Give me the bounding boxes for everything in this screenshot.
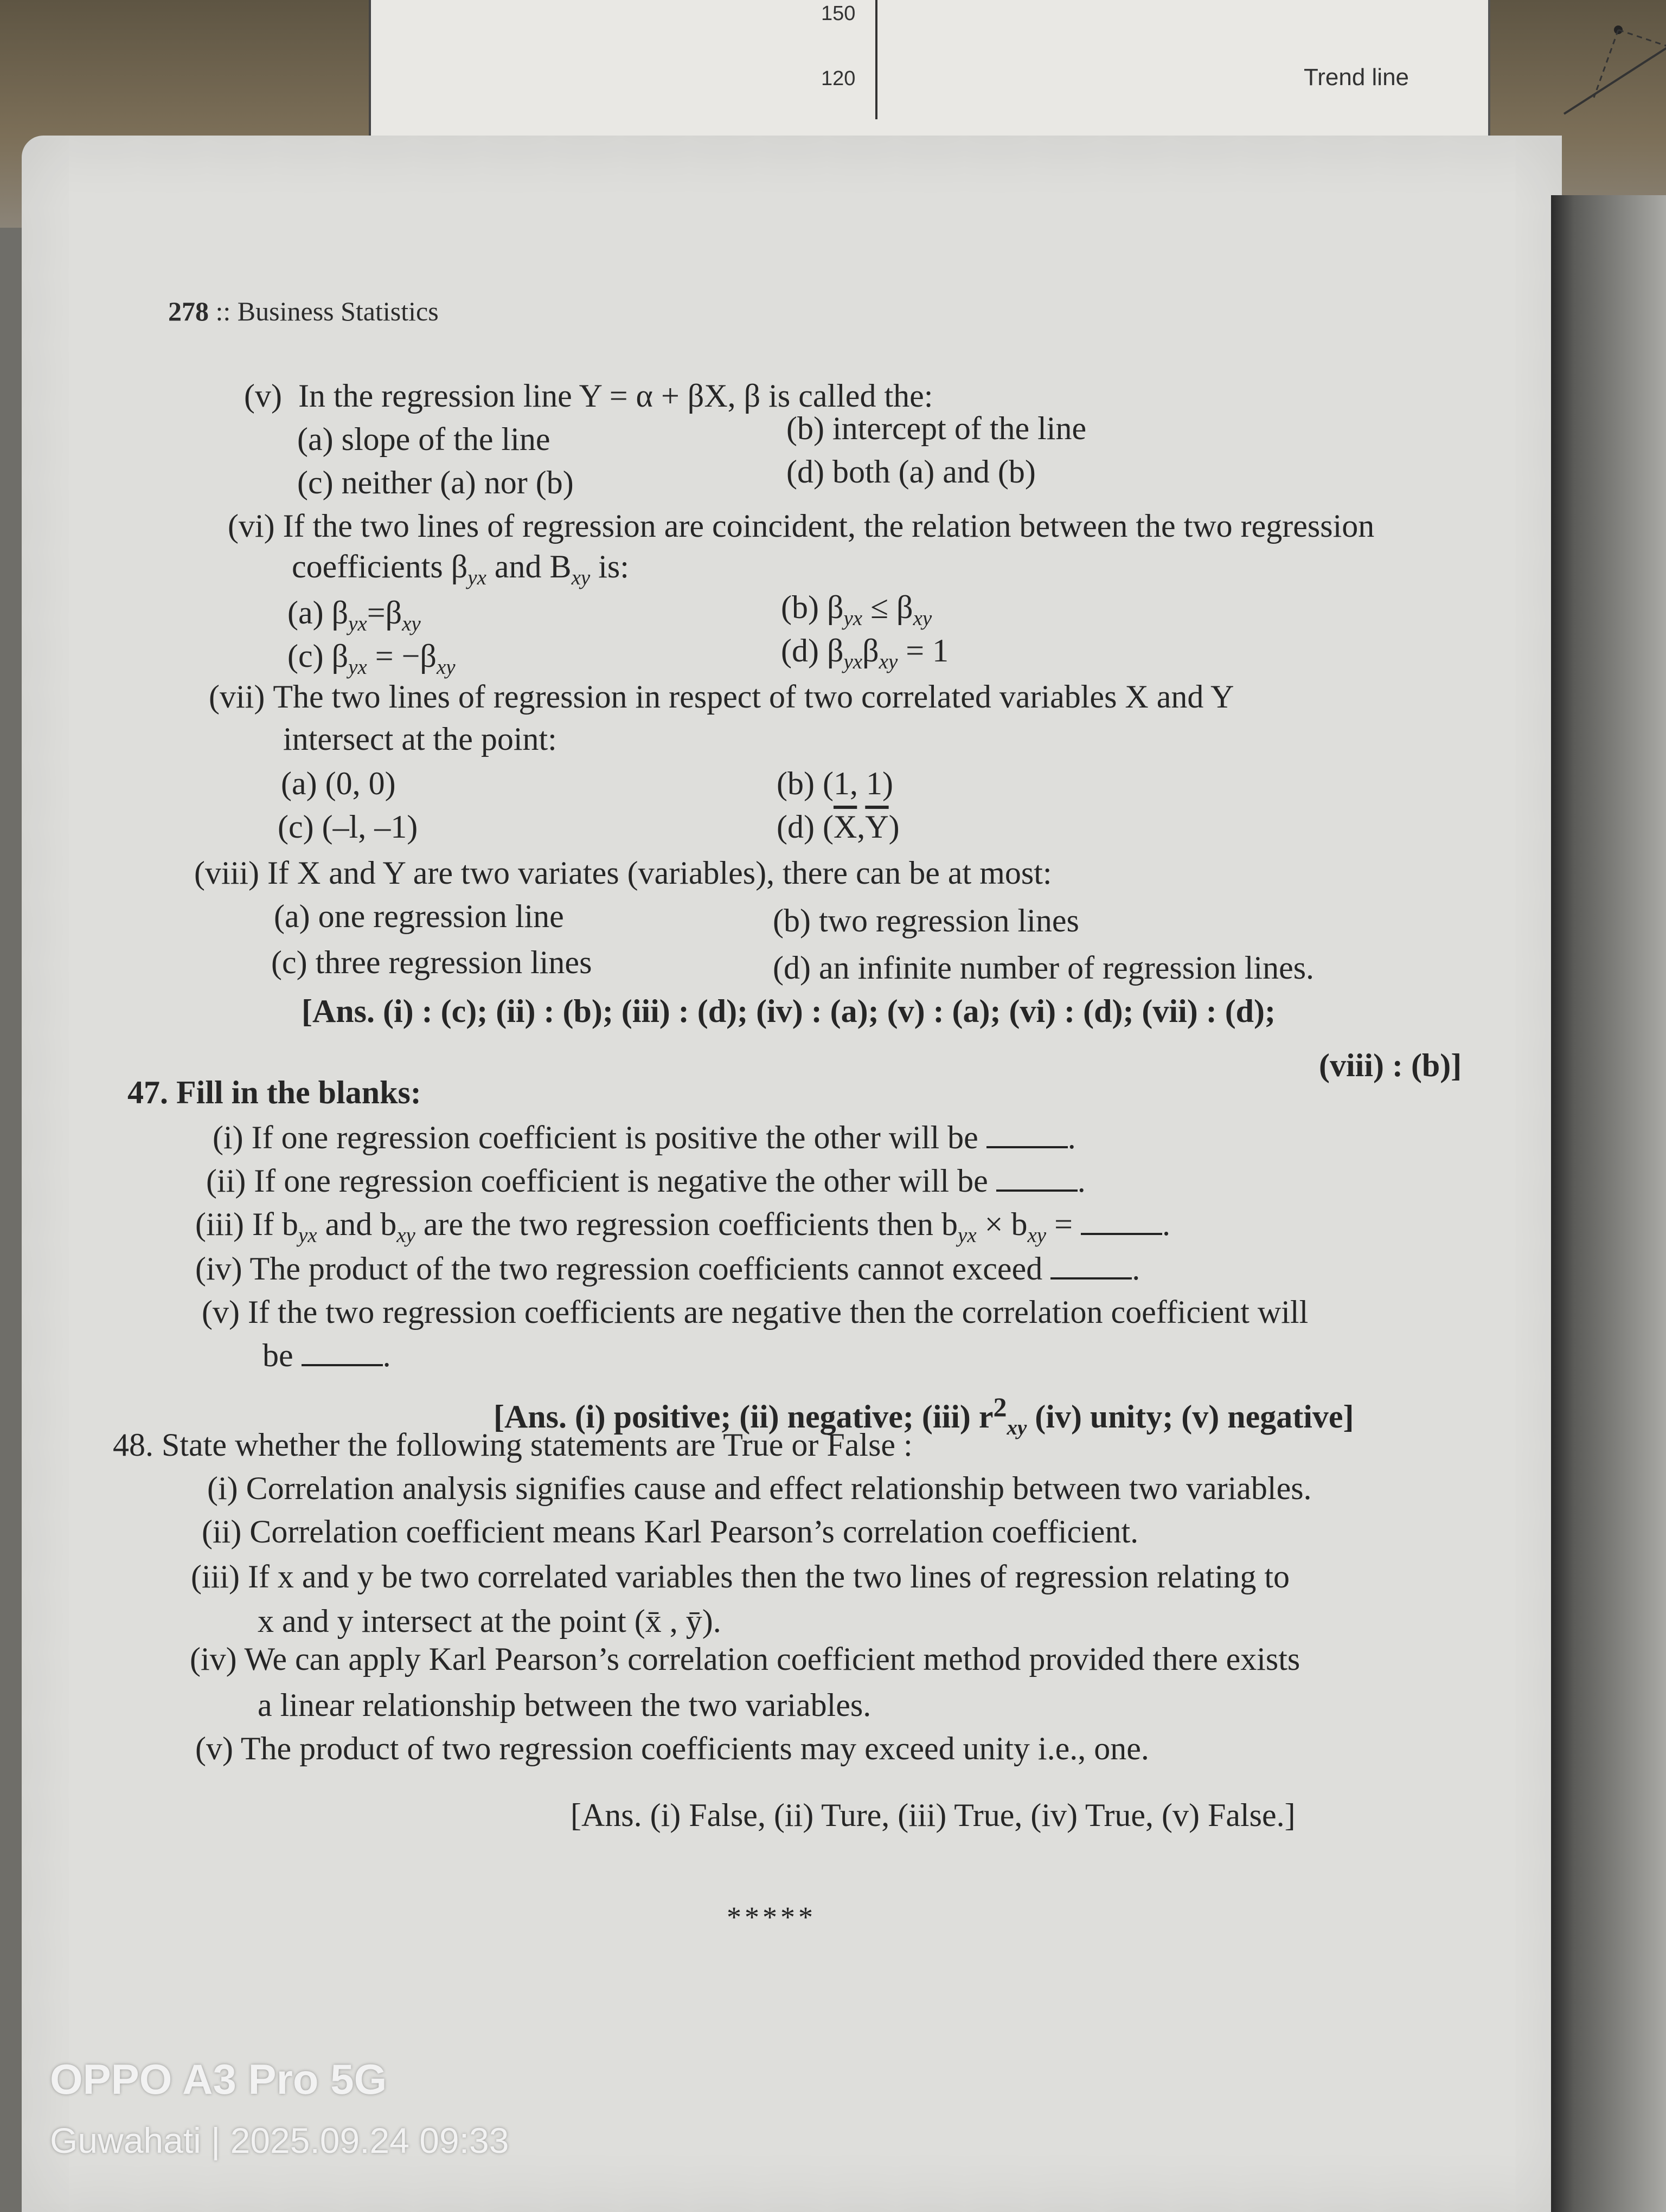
question-viii: (viii) If X and Y are two variates (variables), there can be at most: — [194, 855, 1052, 891]
option-viii-d: (d) an infinite number of regression lines. — [773, 950, 1315, 986]
tf-statement-i: (i) Correlation analysis signifies cause and effect relationship between two variables. — [207, 1470, 1312, 1506]
tf-statement-iv: (iv) We can apply Karl Pearson’s correlation coefficient method provided there exists — [190, 1641, 1300, 1677]
option-vii-d: (d) $(\overline{X},\overline{Y})$ — [777, 809, 900, 845]
blank-line — [302, 1342, 383, 1366]
header-separator: :: — [215, 296, 231, 326]
camera-watermark-location-time: Guwahati | 2025.09.24 09:33 — [50, 2120, 509, 2160]
tf-statement-iii-cont: x and y intersect at the point (x̄ , ȳ). — [258, 1603, 721, 1639]
option-v-c: (c) neither (a) nor (b) — [297, 465, 574, 500]
fill-blank-i: (i) If one regression coefficient is positive the other will be . — [213, 1120, 1076, 1155]
answer-q47: [Ans. (i) positive; (ii) negative; (iii) $r^2_{xy}$ (iv) unity; (v) negative] — [494, 1392, 1354, 1439]
option-v-a: (a) slope of the line — [297, 421, 550, 457]
fill-blank-ii: (ii) If one regression coefficient is negative the other will be . — [206, 1163, 1086, 1199]
book-title: Business Statistics — [237, 296, 439, 326]
answer-q48: [Ans. (i) False, (ii) Ture, (iii) True, (iv) True, (v) False.] — [571, 1797, 1296, 1833]
tick-label-120: 120 — [821, 67, 856, 90]
fill-blank-v-cont: be . — [262, 1338, 391, 1373]
tf-statement-iii: (iii) If x and y be two correlated variables then the two lines of regression relating to — [191, 1559, 1290, 1594]
tf-statement-v: (v) The product of two regression coefficients may exceed unity i.e., one. — [195, 1731, 1149, 1766]
tf-statement-iv-cont: a linear relationship between the two variables. — [258, 1687, 872, 1723]
chart-axis — [875, 0, 877, 119]
question-47-title: 47. Fill in the blanks: — [127, 1075, 421, 1110]
answer-q46-line2: (viii) : (b)] — [1319, 1047, 1462, 1083]
blank-line — [996, 1168, 1078, 1192]
question-vi-cont: coefficients $\beta_{yx}$ and $B_{xy}$ is: — [292, 549, 629, 589]
page-header — [168, 295, 439, 327]
tick-label-150: 150 — [821, 2, 856, 25]
option-vi-c: (c) $\beta_{yx} = -\beta_{xy}$ — [287, 638, 456, 679]
option-vii-a: (a) (0, 0) — [281, 766, 396, 801]
option-vi-d: (d) $\beta_{yx}\beta_{xy} = 1$ — [781, 633, 949, 673]
camera-watermark-device: OPPO A3 Pro 5G — [50, 2055, 387, 2103]
question-vii-cont: intersect at the point: — [283, 721, 557, 757]
blank-line — [1050, 1256, 1132, 1279]
question-v: (v) In the regression line Y = α + βX, β is called the: — [244, 378, 933, 414]
option-vii-c: (c) (–l, –1) — [278, 809, 418, 845]
question-vii: (vii) The two lines of regression in respect of two correlated variables X and Y — [209, 679, 1234, 715]
option-vii-b: (b) (1, 1) — [777, 766, 893, 801]
fill-blank-iv: (iv) The product of the two regression coefficients cannot exceed . — [195, 1251, 1140, 1287]
page-number: 278 — [168, 296, 209, 326]
option-viii-b: (b) two regression lines — [773, 903, 1079, 938]
trend-line-label: Trend line — [1304, 64, 1409, 91]
answer-q46-line1: [Ans. (i) : (c); (ii) : (b); (iii) : (d); (iv) : (a); (v) : (a); (vi) : (d); (vii) : (d); — [302, 993, 1276, 1029]
option-viii-a: (a) one regression line — [274, 898, 564, 934]
fill-blank-iii: (iii) If $b_{yx}$ and $b_{xy}$ are the two regression coefficients then $b_{yx} \times b_{xy}$ = . — [195, 1206, 1170, 1247]
question-vi: (vi) If the two lines of regression are coincident, the relation between the two regression — [228, 508, 1375, 544]
option-viii-c: (c) three regression lines — [271, 944, 592, 980]
option-v-b: (b) intercept of the line — [786, 410, 1087, 446]
page-edge-shadow — [1551, 195, 1666, 2212]
trend-line-sketch — [1553, 11, 1666, 119]
fill-blank-v: (v) If the two regression coefficients are negative then the correlation coefficient will — [202, 1294, 1309, 1330]
option-v-d: (d) both (a) and (b) — [786, 454, 1036, 490]
blank-line — [1081, 1211, 1162, 1235]
option-vi-a: (a) $\beta_{yx}=\beta_{xy}$ — [287, 595, 421, 635]
question-48-title: 48. State whether the following statements are True or False : — [113, 1427, 913, 1463]
blank-line — [986, 1124, 1068, 1148]
tf-statement-ii: (ii) Correlation coefficient means Karl Pearson’s correlation coefficient. — [202, 1514, 1139, 1549]
section-end-mark: ***** — [727, 1901, 816, 1933]
option-vi-b: (b) $\beta_{yx} \le \beta_{xy}$ — [781, 589, 932, 630]
